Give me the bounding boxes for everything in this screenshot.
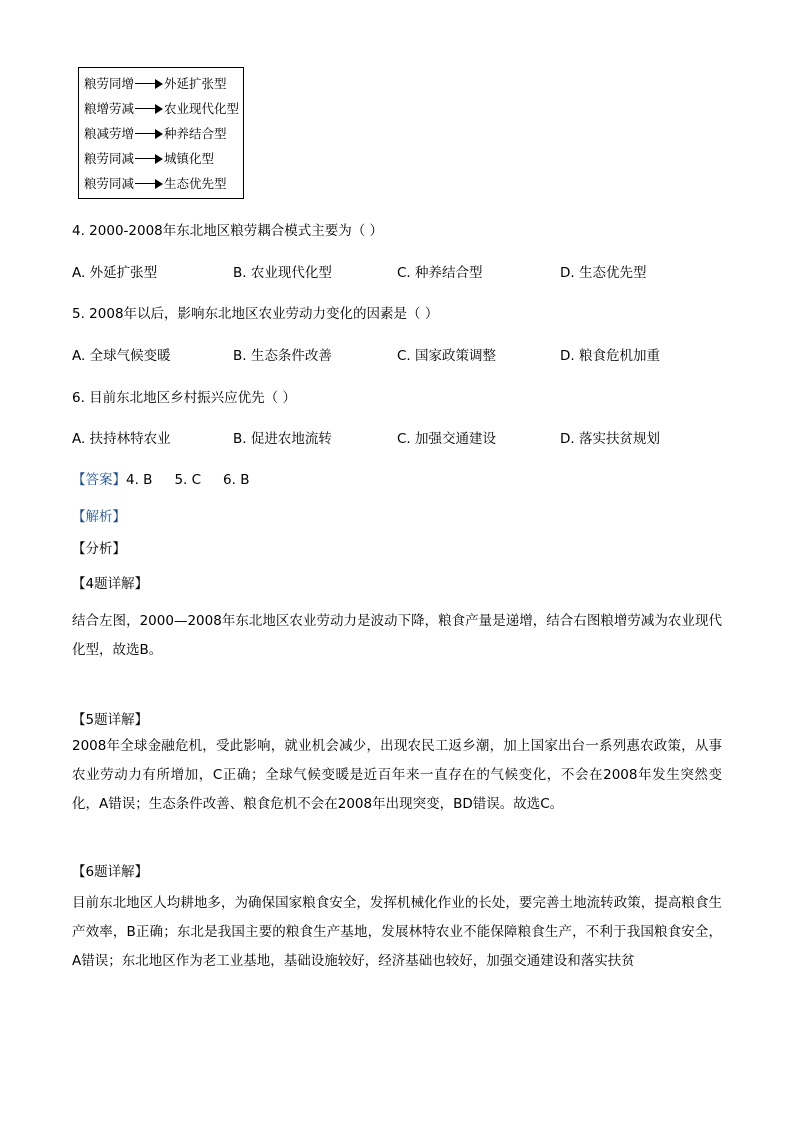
detail-5-text: 2008年全球金融危机，受此影响，就业机会减少，出现农民工返乡潮，加上国家出台一系列惠农政策，从事农业劳动力有所增加，C正确；全球气候变暖是近百年来一直存在的气候变化，不会在2008年发生突然变化，A错误；生态条件改善、粮食危机不会在2008年出现突变，BD错误。故选C。 <box>72 738 722 812</box>
legend-left: 粮劳同增 <box>84 76 135 91</box>
option-a: A. 外延扩张型 <box>72 265 158 281</box>
legend-right: 生态优先型 <box>164 176 227 191</box>
answer-item: 5. C <box>174 472 202 488</box>
option-a: A. 全球气候变暖 <box>72 348 171 364</box>
detail-6-heading: 【6题详解】 <box>72 864 149 880</box>
question-4-stem: 4. 2000-2008年东北地区粮劳耦合模式主要为（ ） <box>72 223 384 239</box>
option-d: D. 落实扶贫规划 <box>560 431 660 447</box>
legend-row <box>84 146 243 171</box>
option-c: C. 种养结合型 <box>397 265 483 281</box>
legend-left: 粮劳同减 <box>84 176 135 191</box>
option-a: A. 扶持林特农业 <box>72 431 171 447</box>
legend-right: 外延扩张型 <box>164 76 227 91</box>
option-b: B. 农业现代化型 <box>233 265 332 281</box>
legend-row <box>84 71 243 96</box>
option-c: C. 加强交通建设 <box>397 431 497 447</box>
detail-4-heading: 【4题详解】 <box>72 576 149 592</box>
analysis-tag: 【解析】 <box>72 509 126 525</box>
option-d: D. 粮食危机加重 <box>560 348 660 364</box>
legend-row <box>84 171 243 196</box>
legend-right: 城镇化型 <box>164 151 215 166</box>
question-6-stem: 6. 目前东北地区乡村振兴应优先（ ） <box>72 390 296 406</box>
option-b: B. 促进农地流转 <box>233 431 332 447</box>
arrow-right-icon <box>135 129 163 139</box>
option-d: D. 生态优先型 <box>560 265 647 281</box>
legend-left: 粮增劳减 <box>84 101 135 116</box>
option-c: C. 国家政策调整 <box>397 348 497 364</box>
legend-left: 粮减劳增 <box>84 126 135 141</box>
legend-row <box>84 121 243 146</box>
detail-5-heading: 【5题详解】 <box>72 712 149 728</box>
answer-line <box>72 468 249 488</box>
legend-row <box>84 96 243 121</box>
legend-right: 种养结合型 <box>164 126 227 141</box>
detail-6-text: 目前东北地区人均耕地多，为确保国家粮食安全，发挥机械化作业的长处，要完善土地流转政策，提高粮食生产效率，B正确；东北是我国主要的粮食生产基地，发展林特农业不能保障粮食生产，不利于我国粮食安全，A错误；东北地区作为老工业基地，基础设施较好，经济基础也较好，加强交通建设和落实扶贫 <box>72 895 722 969</box>
arrow-right-icon <box>135 79 163 89</box>
legend-right: 农业现代化型 <box>164 101 240 116</box>
arrow-right-icon <box>135 154 163 164</box>
option-b: B. 生态条件改善 <box>233 348 332 364</box>
legend-left: 粮劳同减 <box>84 151 135 166</box>
legend-box <box>78 67 244 199</box>
answer-item: 4. B <box>126 472 153 488</box>
detail-4-text: 结合左图，2000—2008年东北地区农业劳动力是波动下降，粮食产量是递增，结合右图粮增劳减为农业现代化型，故选B。 <box>72 613 722 658</box>
fenxi-tag: 【分析】 <box>72 541 126 557</box>
arrow-right-icon <box>135 104 163 114</box>
arrow-right-icon <box>135 179 163 189</box>
answer-tag: 【答案】 <box>72 472 126 488</box>
question-5-stem: 5. 2008年以后，影响东北地区农业劳动力变化的因素是（ ） <box>72 306 439 322</box>
answer-item: 6. B <box>223 472 250 488</box>
